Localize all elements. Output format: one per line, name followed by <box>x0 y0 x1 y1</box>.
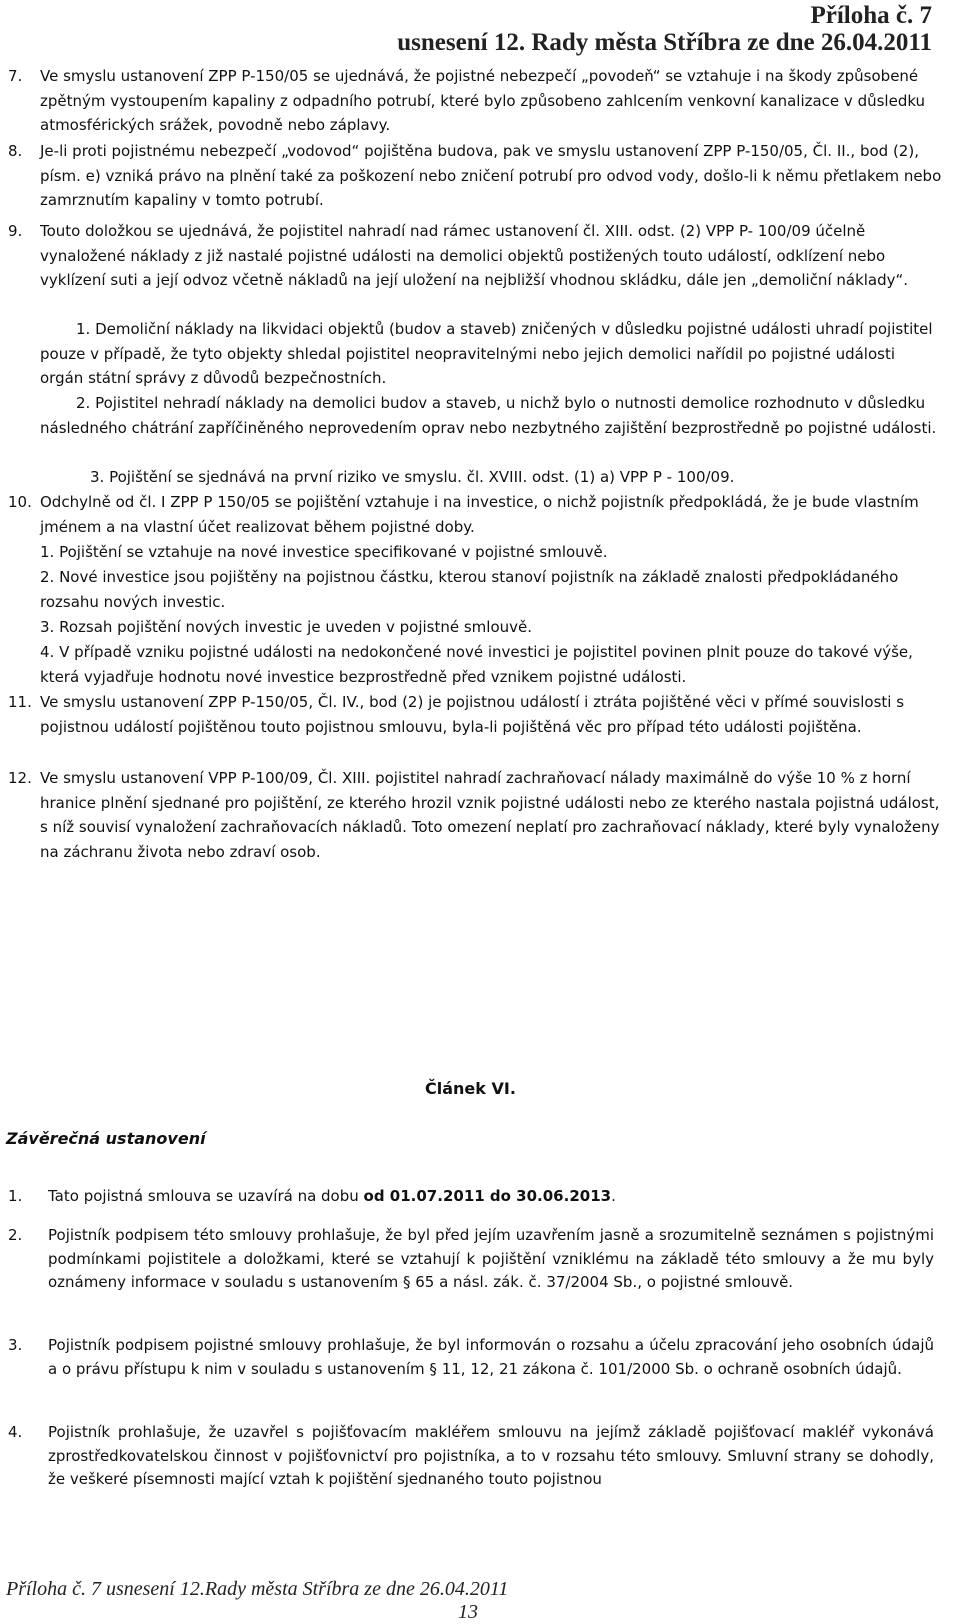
clause-text-start: Tato pojistná smlouva se uzavírá na dobu <box>48 1187 364 1205</box>
page-number: 13 <box>458 1601 478 1623</box>
clause-text: Pojistník podpisem pojistné smlouvy prohlašuje, že byl informován o rozsahu a účelu zpracování jeho osobních údajů a o právu přístupu k nim v souladu s ustanovením § 11, 12, 21 zákona č. 101/2000 Sb. o ochraně osobních údajů. <box>48 1336 934 1378</box>
clause-number: 10. <box>8 493 32 511</box>
clause-number: 4. <box>8 1423 23 1441</box>
clause-text: Ve smyslu ustanovení ZPP P-150/05, Čl. IV., bod (2) je pojistnou událostí i ztráta pojištěné věci v přímé souvislosti s pojistnou událostí pojištěnou touto pojistnou smlouvu, byla-li pojištěná věc pro případ této události pojištěna. <box>40 693 905 736</box>
clause-number: 11. <box>8 693 32 711</box>
clause-9-sub-1: 1. Demoliční náklady na likvidaci objektů (budov a staveb) zničených v důsledku pojistné události uhradí pojistitel pouze v případě, že tyto objekty shledal pojistitel neopravitelnými nebo jejich demolici nařídil po pojistné události orgán státní správy z důvodů bezpečnostních. <box>40 320 933 387</box>
clause-9-sub-2: 2. Pojistitel nehradí náklady na demolici budov a staveb, u nichž bylo o nutnosti demolice rozhodnuto v důsledku následného chátrání zapříčiněného neprovedením oprav nebo nezbytného zajištění bezprostředně po pojistné události. <box>40 394 937 437</box>
header-attachment: Příloha č. 7 <box>810 2 932 29</box>
clause-text: Touto doložkou se ujednává, že pojistitel nahradí nad rámec ustanovení čl. XIII. odst. (2) VPP P- 100/09 účelně vynaložené náklady z již nastalé pojistné události na demolici objektů postižených touto událostí, odklízení nebo vyklízení suti a její odvoz včetně nákladů na její uložení na nejbližší vhodnou skládku, dále jen „demoliční náklady“. <box>40 222 909 289</box>
clause-number: 9. <box>8 222 23 240</box>
clause-10-sub-1: 1. Pojištění se vztahuje na nové investice specifikované v pojistné smlouvě. <box>40 543 608 561</box>
clause-number: 7. <box>8 67 23 85</box>
clause-9-sub-3: 3. Pojištění se sjednává na první riziko ve smyslu. čl. XVIII. odst. (1) a) VPP P - 100/09. <box>90 468 735 486</box>
page-footer: Příloha č. 7 usnesení 12.Rady města Stříbra ze dne 26.04.2011 <box>6 1578 509 1600</box>
clause-number: 3. <box>8 1336 23 1354</box>
clause-text: Ve smyslu ustanovení ZPP P-150/05 se ujednává, že pojistné nebezpečí „povodeň“ se vztahuje i na škody způsobené zpětným vystoupením kapaliny z odpadního potrubí, které bylo způsobeno zahlcením venkovní kanalizace v důsledku atmosférických srážek, povodně nebo záplavy. <box>40 67 926 134</box>
clause-number: 1. <box>8 1187 23 1205</box>
clause-text: Pojistník prohlašuje, že uzavřel s pojišťovacím makléřem smlouvu na jejímž základě pojišťovací makléř vykonává zprostředkovatelskou činnost v pojišťovnictví pro pojistníka, a to v rozsahu této smlouvy. Smluvní strany se dohodly, že veškeré písemnosti mající vztah k pojištění sjednaného touto pojistnou <box>48 1423 934 1488</box>
clause-number: 2. <box>8 1226 23 1244</box>
clause-number: 8. <box>8 142 23 160</box>
clause-10-sub-4: 4. V případě vzniku pojistné události na nedokončené nové investici je pojistitel povinen plnit pouze do takové výše, která vyjadřuje hodnotu nové investice bezprostředně před vznikem pojistné události. <box>40 643 913 686</box>
clause-10-sub-3: 3. Rozsah pojištění nových investic je uveden v pojistné smlouvě. <box>40 618 533 636</box>
clause-text <box>48 1185 934 1209</box>
clause-number: 12. <box>8 769 32 787</box>
section-heading: Závěrečná ustanovení <box>6 1129 206 1148</box>
article-heading: Článek VI. <box>425 1079 516 1098</box>
clause-10-sub-2: 2. Nové investice jsou pojištěny na pojistnou částku, kterou stanoví pojistník na základě znalosti předpokládaného rozsahu nových investic. <box>40 568 899 611</box>
clause-text: Pojistník podpisem této smlouvy prohlašuje, že byl před jejím uzavřením jasně a srozumitelně seznámen s pojistnými podmínkami pojistitele a doložkami, které se vztahují k pojištění vzniklému na základě této smlouvy a že mu byly oznámeny informace v souladu s ustanovením § 65 a násl. zák. č. 37/2004 Sb., o pojistné smlouvě. <box>48 1226 934 1291</box>
clause-text-end: . <box>611 1187 616 1205</box>
header-resolution: usnesení 12. Rady města Stříbra ze dne 26.04.2011 <box>397 29 932 56</box>
clause-text: Je-li proti pojistnému nebezpečí „vodovod“ pojištěna budova, pak ve smyslu ustanovení ZPP P-150/05, Čl. II., bod (2), písm. e) vzniká právo na plnění také za poškození nebo zničení potrubí pro odvod vody, došlo-li k němu přetlakem nebo zamrznutím kapaliny v tomto potrubí. <box>40 142 942 209</box>
insurance-period: od 01.07.2011 do 30.06.2013 <box>363 1187 612 1205</box>
clause-text: Odchylně od čl. I ZPP P 150/05 se pojištění vztahuje i na investice, o nichž pojistník předpokládá, že je bude vlastním jménem a na vlastní účet realizovat během pojistné doby. <box>40 493 919 536</box>
clause-text: Ve smyslu ustanovení VPP P-100/09, Čl. XIII. pojistitel nahradí zachraňovací nálady maximálně do výše 10 % z horní hranice plnění sjednané pro pojištění, ze kterého hrozil vznik pojistné události nebo ze kterého nastala pojistná událost, s níž souvisí vynaložení zachraňovacích nákladů. Toto omezení neplatí pro zachraňovací náklady, které byly vynaloženy na záchranu života nebo zdraví osob. <box>40 769 940 861</box>
